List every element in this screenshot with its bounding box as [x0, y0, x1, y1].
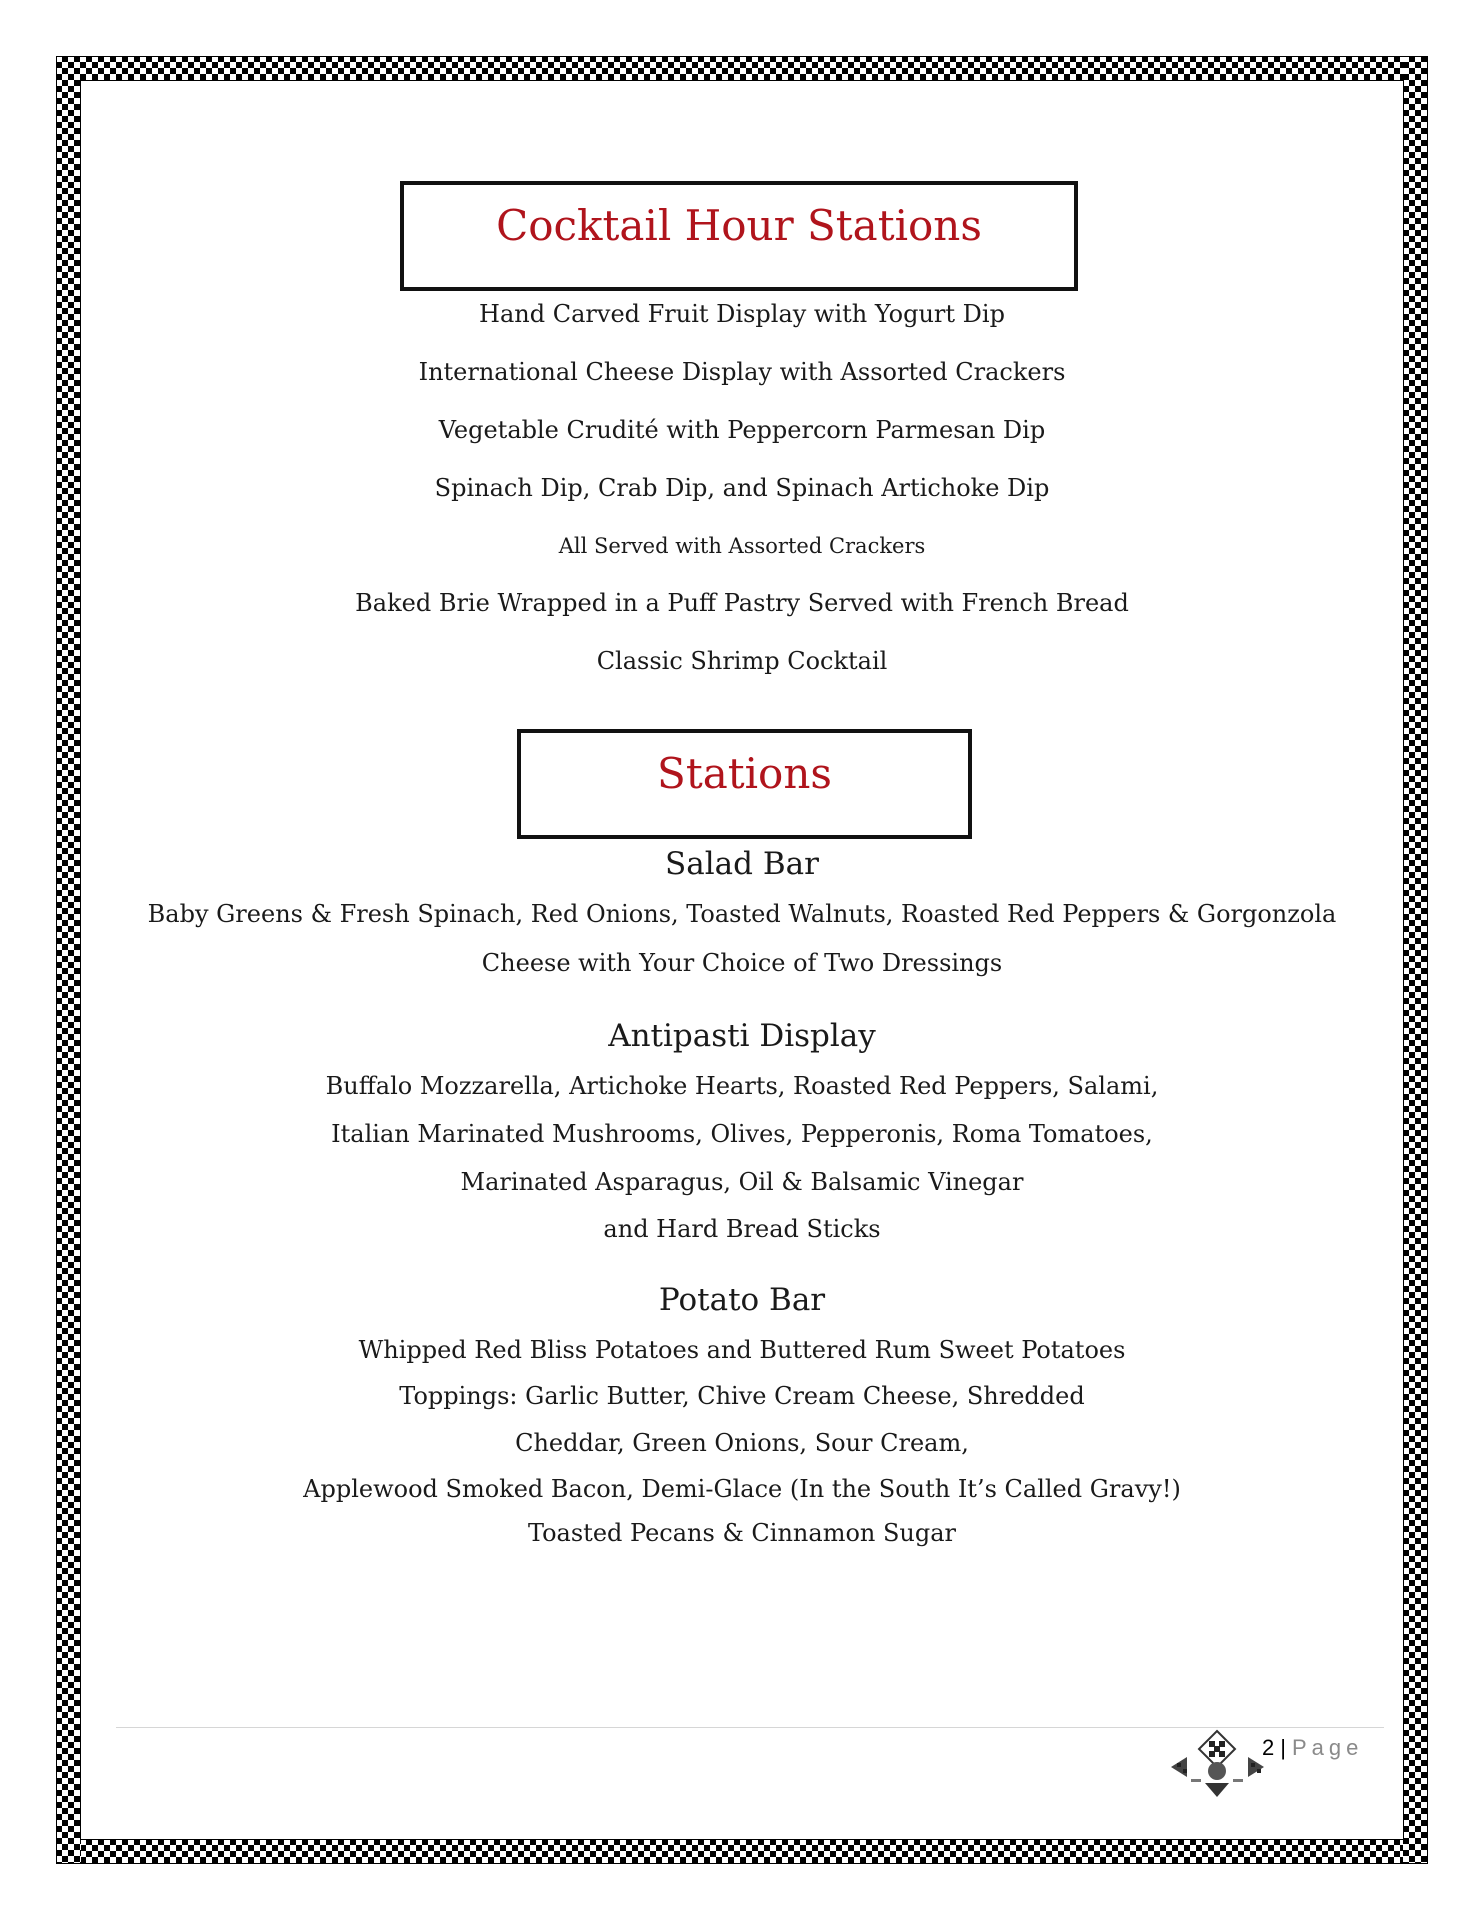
page-separator: | [1280, 1735, 1286, 1760]
menu-item: Hand Carved Fruit Display with Yogurt Dip [479, 300, 1005, 328]
caterer-logo-icon [1165, 1727, 1270, 1799]
cocktail-title: Cocktail Hour Stations [496, 200, 982, 250]
section-heading-antipasti: Antipasti Display [608, 1018, 876, 1054]
potato-bar-line: Cheddar, Green Onions, Sour Cream, [515, 1429, 969, 1457]
antipasti-line: Marinated Asparagus, Oil & Balsamic Vinegar [460, 1168, 1024, 1196]
section-heading-salad-bar: Salad Bar [665, 846, 819, 882]
potato-bar-line: Applewood Smoked Bacon, Demi-Glace (In the South It’s Called Gravy!) [303, 1475, 1181, 1503]
section-heading-potato-bar: Potato Bar [658, 1282, 826, 1318]
page-number [1262, 1735, 1363, 1761]
menu-item-note: All Served with Assorted Crackers [558, 534, 926, 558]
potato-bar-line: Whipped Red Bliss Potatoes and Buttered Rum Sweet Potatoes [358, 1336, 1126, 1364]
menu-item: Spinach Dip, Crab Dip, and Spinach Artichoke Dip [434, 474, 1050, 502]
stations-title-box [517, 729, 972, 839]
potato-bar-line: Toasted Pecans & Cinnamon Sugar [527, 1519, 957, 1547]
page-number-value: 2 [1262, 1735, 1275, 1760]
menu-item: Vegetable Crudité with Peppercorn Parmesan Dip [438, 416, 1046, 444]
salad-bar-line: Baby Greens & Fresh Spinach, Red Onions, Toasted Walnuts, Roasted Red Peppers & Gorgonzola [147, 900, 1337, 928]
page-label: Page [1291, 1735, 1364, 1760]
menu-item: International Cheese Display with Assorted Crackers [418, 358, 1066, 386]
stations-title: Stations [657, 748, 832, 798]
menu-item: Classic Shrimp Cocktail [596, 647, 888, 675]
salad-bar-line: Cheese with Your Choice of Two Dressings [481, 949, 1003, 977]
menu-item: Baked Brie Wrapped in a Puff Pastry Served with French Bread [355, 589, 1129, 617]
antipasti-line: Buffalo Mozzarella, Artichoke Hearts, Roasted Red Peppers, Salami, [325, 1072, 1159, 1100]
menu-page [82, 82, 1402, 1782]
antipasti-line: and Hard Bread Sticks [603, 1215, 881, 1243]
cocktail-title-box [400, 181, 1078, 291]
potato-bar-line: Toppings: Garlic Butter, Chive Cream Cheese, Shredded [399, 1382, 1085, 1410]
antipasti-line: Italian Marinated Mushrooms, Olives, Pepperonis, Roma Tomatoes, [331, 1120, 1153, 1148]
